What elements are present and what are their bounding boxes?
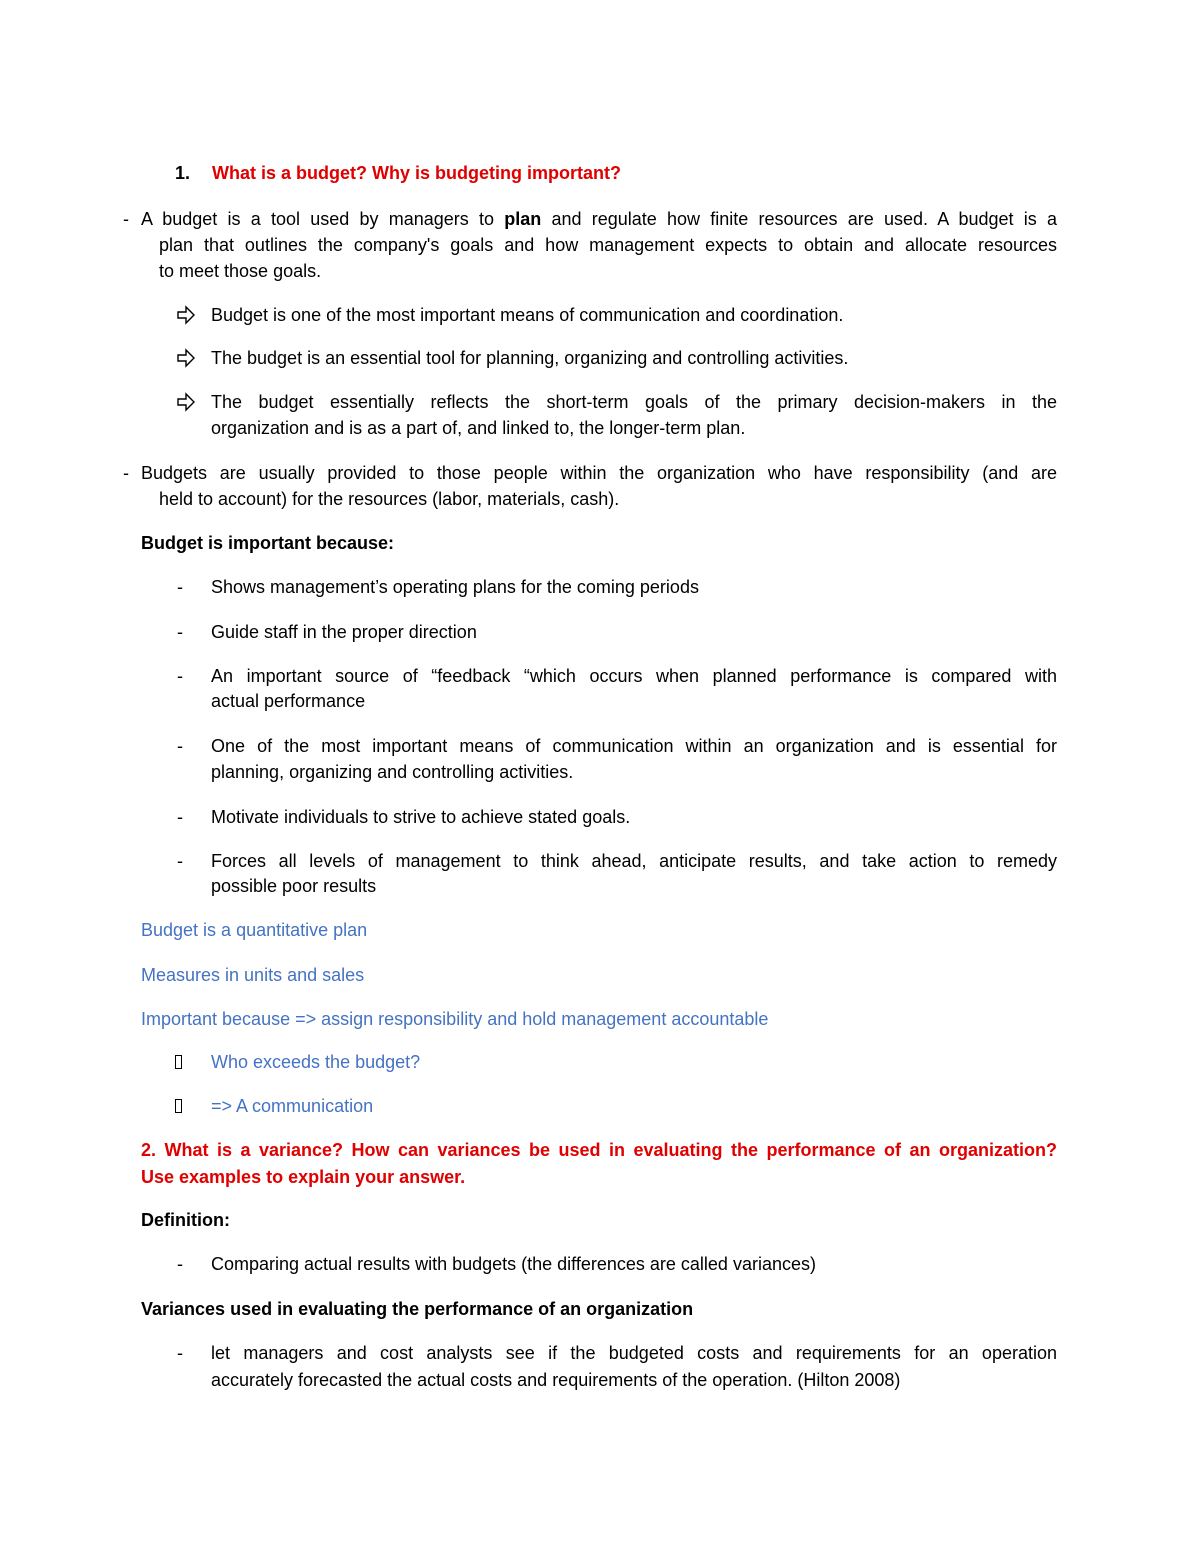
note-bullet-1: Who exceeds the budget?	[211, 1052, 421, 1072]
list-dash: -	[177, 622, 183, 642]
q2-title-line1: 2. What is a variance? How can variances be used in evaluating the performance of an organization?	[141, 1140, 1057, 1160]
variances-item-line2: accurately forecasted the actual costs and requirements of the operation. (Hilton 2008)	[211, 1370, 901, 1390]
definition-item: Comparing actual results with budgets (the differences are called variances)	[211, 1254, 816, 1274]
q1-p2-line2: held to account) for the resources (labor, materials, cash).	[159, 489, 620, 509]
important-item-2: Guide staff in the proper direction	[211, 622, 477, 642]
missing-glyph-box-icon	[175, 1099, 182, 1113]
list-dash: -	[177, 666, 183, 686]
missing-glyph-box-icon	[175, 1055, 182, 1069]
hollow-right-arrow-icon	[177, 389, 195, 415]
important-item-5: Motivate individuals to strive to achieve stated goals.	[211, 807, 631, 827]
important-item-6-line2: possible poor results	[211, 876, 377, 896]
q1-title: What is a budget? Why is budgeting important?	[212, 163, 621, 183]
q1-p1-line3: to meet those goals.	[159, 261, 322, 281]
important-item-3-line2: actual performance	[211, 691, 366, 711]
important-item-3-line1: An important source of “feedback “which occurs when planned performance is compared with	[211, 666, 1057, 686]
important-item-1: Shows management’s operating plans for the coming periods	[211, 577, 699, 597]
definition-heading: Definition:	[141, 1210, 230, 1230]
note-bullet-2: => A communication	[211, 1096, 374, 1116]
q1-number: 1.	[175, 163, 191, 183]
important-item-6-line1: Forces all levels of management to think ahead, anticipate results, and take action to remedy	[211, 851, 1057, 871]
note-2: Measures in units and sales	[141, 965, 365, 985]
q1-p2-dash: -	[123, 463, 129, 483]
q1-p1-line1: A budget is a tool used by managers to plan and regulate how finite resources are used. A budget is a	[141, 209, 1057, 229]
note-1: Budget is a quantitative plan	[141, 920, 368, 940]
important-item-4-line2: planning, organizing and controlling activities.	[211, 762, 574, 782]
important-item-4-line1: One of the most important means of communication within an organization and is essential for	[211, 736, 1057, 756]
q1-p2-line1: Budgets are usually provided to those people within the organization who have responsibility (and are	[141, 463, 1057, 483]
arrow-item-3-line1: The budget essentially reflects the short-term goals of the primary decision-makers in the	[211, 392, 1057, 412]
arrow-item-1: Budget is one of the most important means of communication and coordination.	[211, 305, 844, 325]
variances-heading: Variances used in evaluating the performance of an organization	[141, 1299, 694, 1319]
arrow-item-3-line2: organization and is as a part of, and linked to, the longer-term plan.	[211, 418, 746, 438]
list-dash: -	[177, 736, 183, 756]
list-dash: -	[177, 1254, 183, 1274]
list-dash: -	[177, 577, 183, 597]
q1-p1-dash: -	[123, 209, 129, 229]
arrow-item-2: The budget is an essential tool for planning, organizing and controlling activities.	[211, 348, 849, 368]
q2-title-line2: Use examples to explain your answer.	[141, 1167, 466, 1187]
list-dash: -	[177, 1343, 183, 1363]
note-3: Important because => assign responsibility and hold management accountable	[141, 1009, 769, 1029]
q1-p1-line2: plan that outlines the company's goals and how management expects to obtain and allocate resources	[159, 235, 1057, 255]
variances-item-line1: let managers and cost analysts see if the budgeted costs and requirements for an operation	[211, 1343, 1057, 1363]
hollow-right-arrow-icon	[177, 345, 195, 371]
hollow-right-arrow-icon	[177, 302, 195, 328]
important-heading: Budget is important because:	[141, 533, 395, 553]
list-dash: -	[177, 807, 183, 827]
list-dash: -	[177, 851, 183, 871]
